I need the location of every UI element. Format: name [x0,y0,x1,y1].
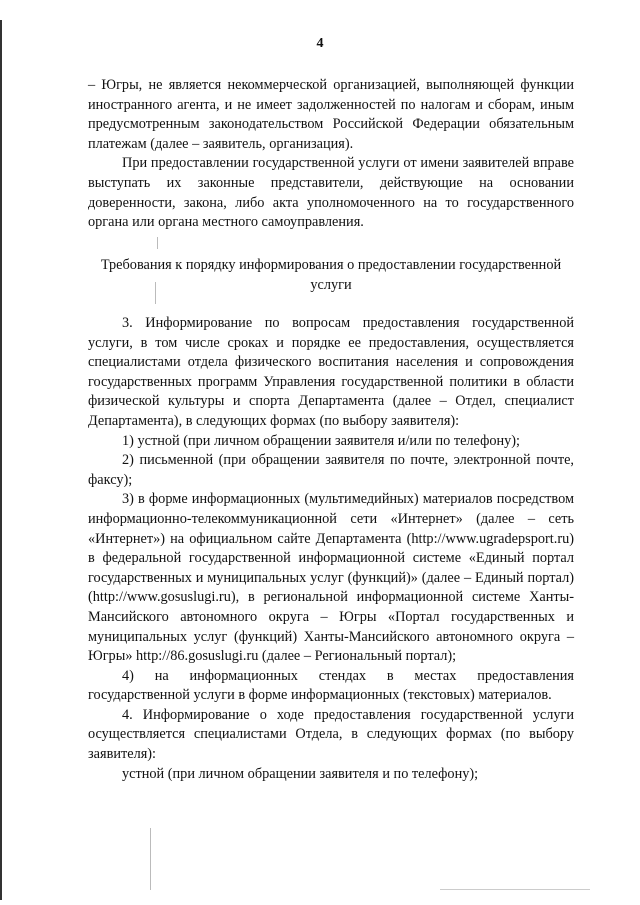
scan-edge [0,20,2,900]
paragraph-item-4: 4. Информирование о ходе предоставления государственной услуги осуществляется специалистами Отдела, в следующих формах (по выбору заявителя): [88,706,574,763]
text-block-2 [88,314,574,784]
scan-artifact [157,237,158,249]
paragraph-item-4-1: устной (при личном обращении заявителя и по телефону); [122,765,479,782]
paragraph-item-3-1: 1) устной (при личном обращении заявителя и/или по телефону); [122,432,521,449]
paragraph-item-3-3: 3) в форме информационных (мультимедийных) материалов посредством информационно-телекоммуникационной сети «Интернет» (далее – сеть «Интернет») на официальном сайте Департамента (http://www.ugradepsport.ru) в федеральной государственной информационной системе «Единый портал государственных и муниципальных услуг (функций)» (далее – Единый портал) (http://www.gosuslugi.ru), в региональной информационной системе Ханты-Мансийского автономного округа – Югры «Портал государственных и муниципальных услуг (функций) Ханты-Мансийского автономного округа – Югры» http://86.gosuslugi.ru (далее – Региональный портал); [88,491,574,665]
paragraph-item-3: 3. Информирование по вопросам предоставления государственной услуги, в том числе сроках и порядке ее предоставления, осуществляется специалистами отдела физического воспитания населения и сопровождения государственных программ Управления государственной политики в области физической культуры и спорта Департамента (далее – Отдел, специалист Департамента), в следующих формах (по выбору заявителя): [88,315,574,429]
paragraph-item-3-4: 4) на информационных стендах в местах предоставления государственной услуги в форме информационных (текстовых) материалов. [88,667,574,704]
scan-artifact [155,282,156,304]
paragraph-continuation: – Югры, не является некоммерческой организацией, выполняющей функции иностранного агента, и не имеет задолженностей по налогам и сборам, иным предусмотренным законодательством Российской Федерации обязательным платежам (далее – заявитель, организация). [88,77,574,152]
section-heading [86,256,576,295]
section-heading-line1: Требования к порядку информирования о предоставлении государственной [100,257,562,273]
paragraph-item-3-2: 2) письменной (при обращении заявителя по почте, электронной почте, факсу); [88,452,574,488]
page-number: 4 [316,36,324,51]
section-heading-line2: услуги [310,276,352,293]
text-block-1 [88,76,574,233]
scan-speckle [440,889,590,890]
paragraph-representatives: При предоставлении государственной услуги от имени заявителей вправе выступать их законные представители, действующие на основании доверенности, закона, либо акта уполномоченного на то государственного органа или органа местного самоуправления. [88,155,574,231]
scan-artifact [150,828,151,890]
